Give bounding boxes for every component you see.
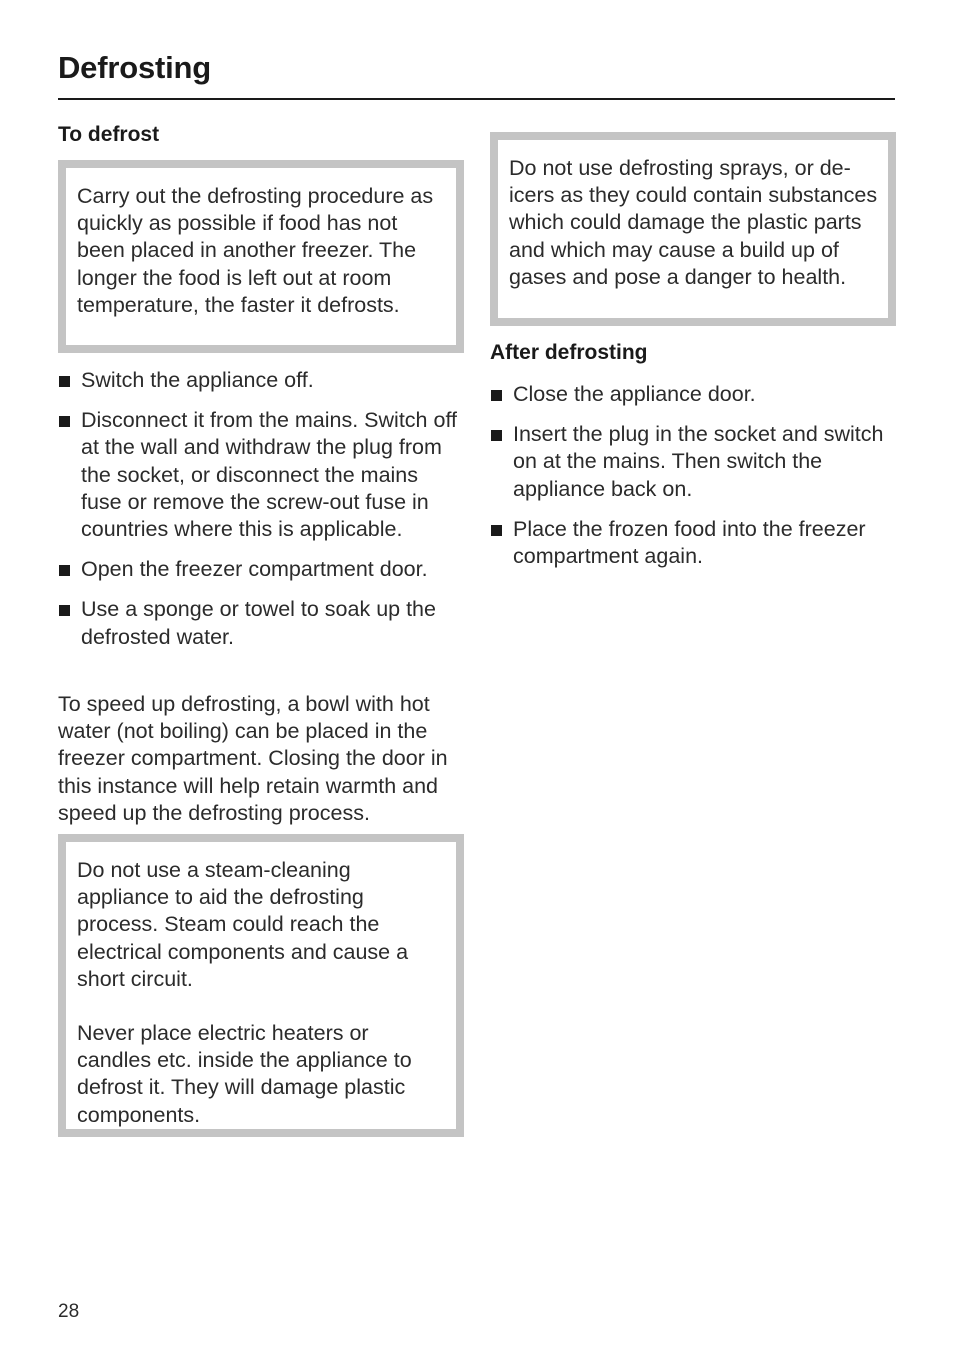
list-item-text: Disconnect it from the mains. Switch off at the wall and withdraw the plug from the socket, or disconnect the mains fuse or remove the screw-out fuse in countries where this is applicable.: [81, 408, 457, 542]
warning-box-sprays: [490, 132, 896, 326]
square-bullet-icon: [59, 605, 70, 616]
speed-up-paragraph: To speed up defrosting, a bowl with hot water (not boiling) can be placed in the freezer compartment. Closing the door in this instance will help retain warmth and speed up the defrosting process.: [58, 692, 448, 825]
list-item: [490, 421, 896, 503]
warning-box-quick-defrost: [58, 160, 464, 353]
warning-box-steam-heaters: [58, 834, 464, 1137]
section-heading-to-defrost: To defrost: [58, 123, 160, 146]
list-item: [58, 407, 464, 543]
square-bullet-icon: [491, 430, 502, 441]
square-bullet-icon: [491, 390, 502, 401]
list-item: [490, 516, 896, 570]
list-item: [490, 381, 896, 408]
defrost-steps-list: [58, 367, 464, 664]
warning-text: Do not use defrosting sprays, or de-icers as they could contain substances which could damage the plastic parts and which may cause a build up of gases and pose a danger to health.: [509, 156, 878, 289]
title-divider: [58, 98, 895, 100]
list-item: [58, 367, 464, 394]
square-bullet-icon: [59, 416, 70, 427]
list-item-text: Switch the appliance off.: [81, 368, 314, 392]
page-title: Defrosting: [58, 50, 212, 85]
square-bullet-icon: [59, 565, 70, 576]
square-bullet-icon: [491, 525, 502, 536]
warning-text-heaters: Never place electric heaters or candles etc. inside the appliance to defrost it. They will damage plastic components.: [77, 1021, 412, 1127]
page-number: 28: [58, 1301, 80, 1322]
list-item-text: Close the appliance door.: [513, 382, 756, 406]
list-item-text: Place the frozen food into the freezer compartment again.: [513, 516, 866, 569]
list-item-text: Open the freezer compartment door.: [81, 557, 428, 582]
list-item-text: Insert the plug in the socket and switch on at the mains. Then switch the appliance back on.: [513, 422, 884, 501]
after-defrost-steps-list: [490, 381, 896, 583]
warning-text-steam: Do not use a steam-cleaning appliance to aid the defrosting process. Steam could reach the electrical components and cause a short circuit.: [77, 858, 409, 991]
list-item-text: Use a sponge or towel to soak up the defrosted water.: [81, 597, 436, 649]
section-heading-after-defrosting: After defrosting: [490, 341, 648, 364]
square-bullet-icon: [59, 376, 70, 387]
list-item: [58, 596, 464, 650]
list-item: [58, 556, 464, 583]
warning-text: Carry out the defrosting procedure as quickly as possible if food has not been placed in another freezer. The longer the food is left out at room temperature, the faster it defrosts.: [77, 184, 434, 317]
